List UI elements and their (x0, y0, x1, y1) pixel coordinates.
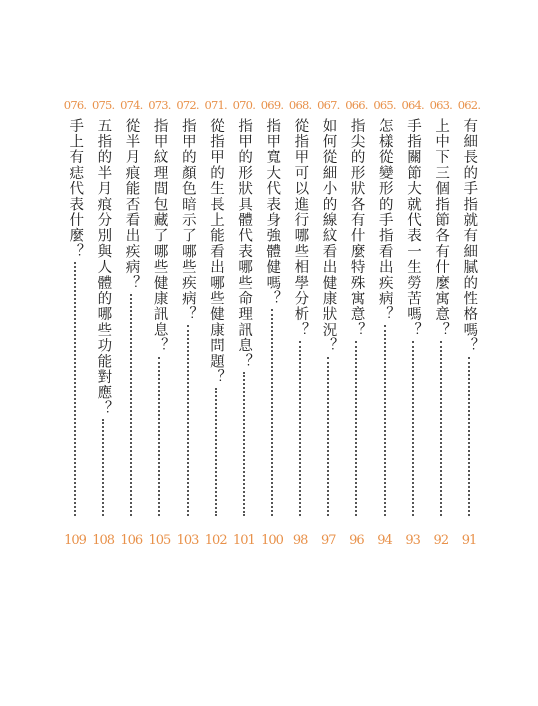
entry-number: 066. (345, 98, 368, 112)
entry-page-number: 101 (232, 533, 255, 548)
entry-page-number: 106 (120, 533, 143, 548)
entry-number: 074. (120, 98, 143, 112)
entry-page-number: 97 (320, 533, 336, 548)
toc-entry[interactable] (203, 98, 229, 548)
entry-title: 手上有痣代表什麼？ (67, 118, 84, 260)
toc-entry[interactable] (259, 98, 285, 548)
entry-number: 071. (204, 98, 227, 112)
entry-title: 指甲的顏色暗示了哪些疾病？ (179, 118, 196, 323)
entry-number: 063. (429, 98, 453, 112)
entry-page-number: 91 (461, 533, 477, 548)
toc-entry[interactable] (400, 98, 426, 548)
toc-entry[interactable] (343, 98, 369, 548)
entry-number: 069. (260, 98, 284, 112)
entry-page-number: 100 (261, 533, 283, 548)
entry-page-number: 103 (176, 533, 199, 548)
entry-number: 070. (232, 98, 256, 112)
dotted-leader (299, 341, 301, 516)
entry-title: 指甲的形狀具體代表哪些命理訊息？ (236, 118, 253, 370)
dotted-leader (271, 309, 273, 516)
toc-entry[interactable] (456, 98, 482, 548)
entry-number: 073. (148, 98, 171, 112)
dotted-leader (74, 262, 76, 516)
dotted-leader (440, 341, 442, 516)
dotted-leader (327, 357, 329, 516)
entry-page-number: 94 (377, 533, 392, 548)
dotted-leader (158, 357, 160, 516)
entry-page-number: 105 (148, 533, 171, 548)
toc-entry[interactable] (118, 98, 144, 548)
entry-number: 072. (176, 98, 199, 112)
dotted-leader (102, 419, 104, 516)
entry-page-number: 93 (405, 533, 420, 548)
entry-page-number: 96 (349, 533, 364, 548)
entry-title: 手指關節大就代表一生勞苦嗎？ (404, 118, 421, 338)
entry-number: 067. (317, 98, 340, 112)
toc-entry[interactable] (175, 98, 201, 548)
dotted-leader (468, 357, 470, 516)
entry-title: 上中下三個指節各有什麼寓意？ (433, 118, 450, 338)
entry-title: 從指甲可以進行哪些相學分析？ (292, 118, 309, 338)
toc-entry[interactable] (287, 98, 313, 548)
dotted-leader (412, 341, 414, 516)
toc-entry[interactable] (62, 98, 88, 548)
toc-entry[interactable] (315, 98, 341, 548)
entry-number: 076. (63, 98, 87, 112)
dotted-leader (215, 388, 217, 516)
entry-number: 075. (91, 98, 115, 112)
toc-entry[interactable] (146, 98, 172, 548)
entry-page-number: 92 (433, 533, 449, 548)
entry-title: 指尖的形狀各有什麼特殊寓意？ (348, 118, 365, 338)
dotted-leader (130, 294, 132, 516)
entry-number: 062. (457, 98, 481, 112)
entry-title: 從半月痕能否看出疾病？ (123, 118, 140, 291)
entry-page-number: 108 (92, 533, 115, 548)
entry-title: 如何從細小的線紋看出健康狀況？ (320, 118, 337, 354)
entry-number: 068. (288, 98, 312, 112)
toc-entry[interactable] (372, 98, 398, 548)
entry-title: 五指的半月痕分別與人體的哪些功能對應？ (95, 118, 112, 417)
toc-entry[interactable] (90, 98, 116, 548)
entry-page-number: 102 (204, 533, 227, 548)
entry-title: 從指甲的生長上能看出哪些健康問題？ (207, 118, 224, 385)
toc-entry[interactable] (428, 98, 454, 548)
entry-title: 有細長的手指就有細膩的性格嗎？ (461, 118, 478, 354)
entry-number: 064. (401, 98, 424, 112)
entry-title: 怎樣從變形的手指看出疾病？ (376, 118, 393, 323)
entry-page-number: 98 (292, 533, 308, 548)
toc-entry[interactable] (231, 98, 257, 548)
entry-number: 065. (373, 98, 396, 112)
dotted-leader (355, 341, 357, 516)
dotted-leader (187, 325, 189, 516)
dotted-leader (243, 372, 245, 516)
table-of-contents (62, 98, 482, 548)
dotted-leader (384, 325, 386, 516)
entry-title: 指甲紋理間包藏了哪些健康訊息？ (151, 118, 168, 354)
entry-page-number: 109 (64, 533, 86, 548)
entry-title: 指甲寬大代表身強體健嗎？ (264, 118, 281, 307)
